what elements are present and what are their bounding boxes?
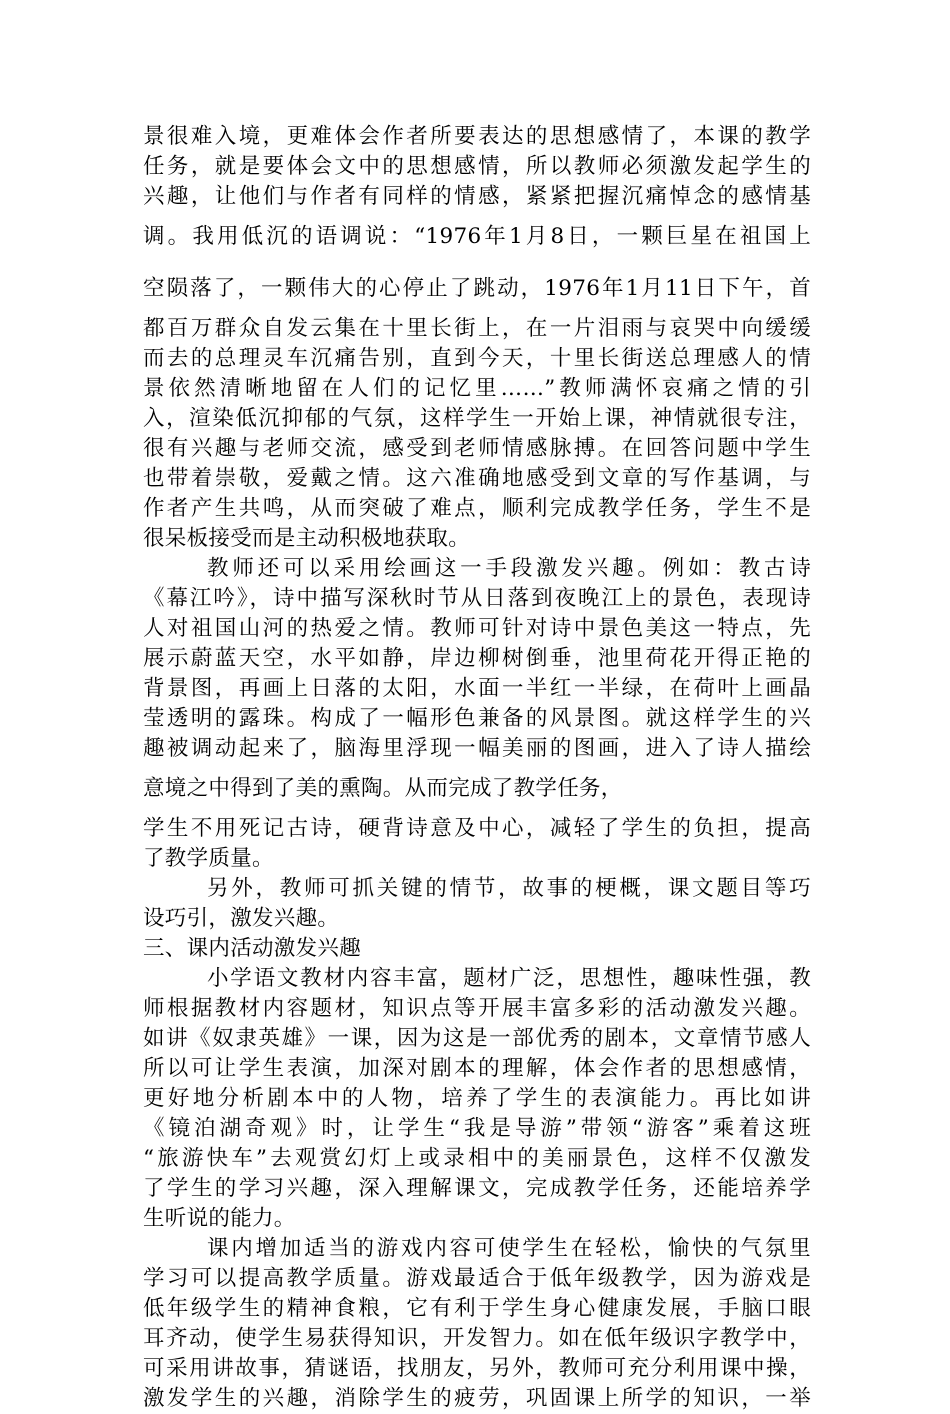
text-line: 生听说的能力。 xyxy=(143,1206,296,1231)
text-line: 也带着崇敬，爱戴之情。这六准确地感受到文章的写作基调，与 xyxy=(143,466,811,491)
text-line: 激发学生的兴趣，消除学生的疲劳，巩固课上所学的知识，一举 xyxy=(143,1386,811,1411)
text-line: 可采用讲故事，猜谜语，找朋友，另外，教师可充分利用课中操， xyxy=(143,1356,811,1381)
text-line: 低年级学生的精神食粮，它有利于学生身心健康发展，手脑口眼 xyxy=(143,1296,811,1321)
paragraph-first-line: 教师还可以采用绘画这一手段激发兴趣。例如：教古诗 xyxy=(207,556,811,581)
document-body xyxy=(143,122,811,1414)
paragraph-first-line: 小学语文教材内容丰富，题材广泛，思想性，趣味性强，教 xyxy=(207,966,811,991)
text-line: 入，渲染低沉抑郁的气氛，这样学生一开始上课，神情就很专注， xyxy=(143,406,811,431)
text-line: 调。我用低沉的语调说：“1976年1月8日，一颗巨星在祖国上 xyxy=(143,224,811,249)
text-line: 而去的总理灵车沉痛告别，直到今天，十里长街送总理感人的情 xyxy=(143,346,811,371)
text-line: 耳齐动，使学生易获得知识，开发智力。如在低年级识字教学中， xyxy=(143,1326,811,1351)
text-line: 兴趣，让他们与作者有同样的情感，紧紧把握沉痛悼念的感情基 xyxy=(143,184,811,209)
text-line: 展示蔚蓝天空，水平如静，岸边柳树倒垂，池里荷花开得正艳的 xyxy=(143,646,811,671)
text-line: 趣被调动起来了，脑海里浮现一幅美丽的图画，进入了诗人描绘 xyxy=(143,736,811,761)
text-line: 都百万群众自发云集在十里长街上，在一片泪雨与哀哭中向缓缓 xyxy=(143,316,811,341)
text-line: 如讲《奴隶英雄》一课，因为这是一部优秀的剧本，文章情节感人 xyxy=(143,1026,811,1051)
text-line: 空陨落了，一颗伟大的心停止了跳动，1976年1月11日下午，首 xyxy=(143,276,811,301)
text-line: 作者产生共鸣，从而突破了难点，顺利完成教学任务，学生不是 xyxy=(143,496,811,521)
text-line: 背景图，再画上日落的太阳，水面一半红一半绿，在荷叶上画晶 xyxy=(143,676,811,701)
text-line: 更好地分析剧本中的人物，培养了学生的表演能力。再比如讲 xyxy=(143,1086,811,1111)
text-line: 人对祖国山河的热爱之情。教师可针对诗中景色美这一特点，先 xyxy=(143,616,811,641)
text-line: 了学生的学习兴趣，深入理解课文，完成教学任务，还能培养学 xyxy=(143,1176,811,1201)
paragraph-first-line: 课内增加适当的游戏内容可使学生在轻松，愉快的气氛里 xyxy=(207,1236,811,1261)
text-line: 设巧引，激发兴趣。 xyxy=(143,906,340,931)
section-heading: 三、课内活动激发兴趣 xyxy=(143,936,362,961)
text-line: 学习可以提高教学质量。游戏最适合于低年级教学，因为游戏是 xyxy=(143,1266,811,1291)
text-line: 意境之中得到了美的熏陶。从而完成了教学任务， xyxy=(143,776,623,801)
text-line: 很有兴趣与老师交流，感受到老师情感脉搏。在回答问题中学生 xyxy=(143,436,811,461)
text-line: 《镜泊湖奇观》时，让学生“我是导游”带领“游客”乘着这班 xyxy=(143,1116,811,1141)
text-line: 很呆板接受而是主动积极地获取。 xyxy=(143,526,471,551)
text-line: 景依然清晰地留在人们的记忆里……”教师满怀哀痛之情的引 xyxy=(143,376,811,401)
paragraph-first-line: 另外，教师可抓关键的情节，故事的梗概，课文题目等巧 xyxy=(207,876,811,901)
text-line: 莹透明的露珠。构成了一幅形色兼备的风景图。就这样学生的兴 xyxy=(143,706,811,731)
text-line: 景很难入境，更难体会作者所要表达的思想感情了，本课的教学 xyxy=(143,124,811,149)
text-line: 任务，就是要体会文中的思想感情，所以教师必须激发起学生的 xyxy=(143,154,811,179)
text-line: 《幕江吟》，诗中描写深秋时节从日落到夜晚江上的景色，表现诗 xyxy=(143,586,811,611)
text-line: 学生不用死记古诗，硬背诗意及中心，减轻了学生的负担，提高 xyxy=(143,816,811,841)
text-line: “旅游快车”去观赏幻灯上或录相中的美丽景色，这样不仅激发 xyxy=(143,1146,811,1171)
text-line: 所以可让学生表演，加深对剧本的理解，体会作者的思想感情， xyxy=(143,1056,811,1081)
text-line: 师根据教材内容题材，知识点等开展丰富多彩的活动激发兴趣。 xyxy=(143,996,811,1021)
text-line: 了教学质量。 xyxy=(143,846,274,871)
